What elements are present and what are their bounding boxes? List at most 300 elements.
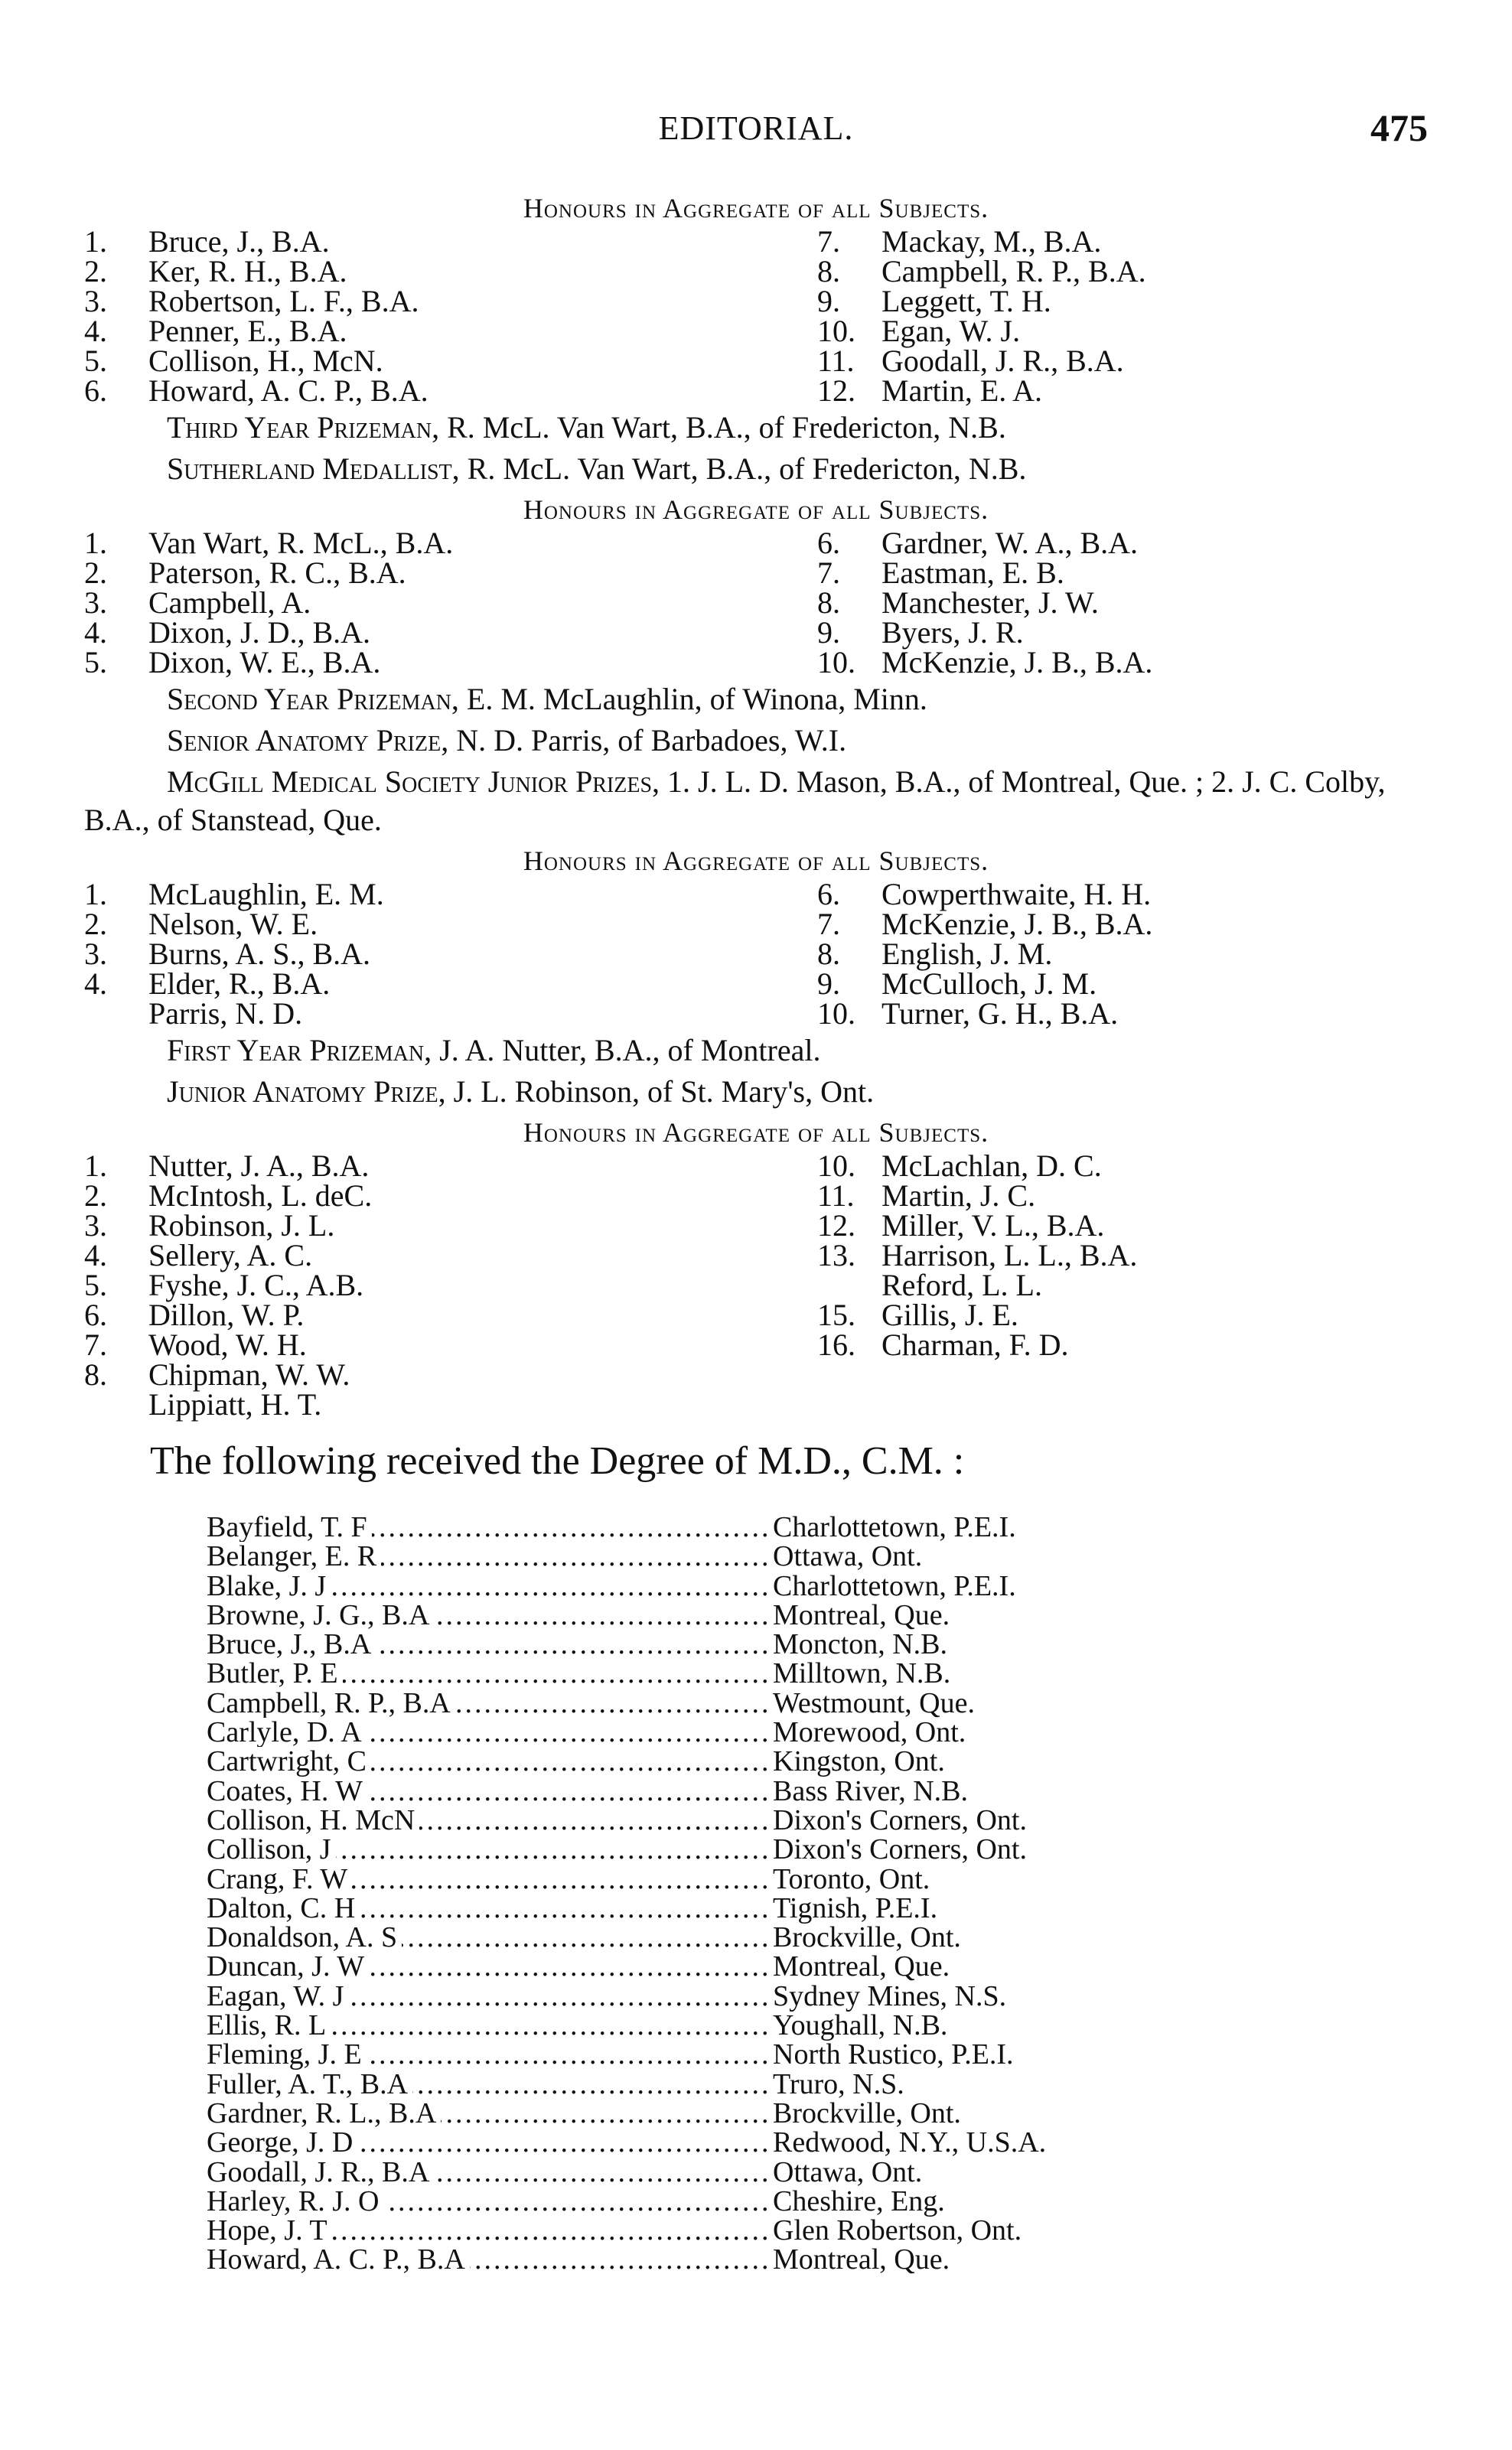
student-name: Dillon, W. P. (148, 1298, 305, 1332)
graduate-row (207, 1542, 1428, 1571)
graduate-name: Eagan, W. J (207, 1982, 348, 2011)
student-name: English, J. M. (881, 937, 1053, 971)
graduate-row (207, 1513, 1428, 1542)
graduate-hometown: Westmount, Que. (773, 1686, 975, 1719)
page-number: 475 (1370, 106, 1428, 149)
honours-entry (756, 966, 1428, 1001)
graduate-hometown: Brockville, Ont. (773, 2097, 961, 2129)
graduate-name: Hope, J. T (207, 2216, 332, 2245)
honours-row (84, 1330, 1428, 1360)
student-name: Gillis, J. E. (881, 1298, 1018, 1332)
student-name: Cowperthwaite, H. H. (881, 877, 1152, 911)
rank-number: 3. (84, 585, 107, 620)
honours-entry (756, 615, 1428, 650)
graduate-hometown: Charlottetown, P.E.I. (773, 1511, 1016, 1543)
student-name: Egan, W. J. (881, 314, 1021, 348)
rank-number: 6. (84, 373, 107, 408)
honours-entry (84, 966, 756, 1001)
honours-row (84, 879, 1428, 909)
student-name: Bruce, J., B.A. (148, 224, 330, 259)
honours-entry (756, 879, 1428, 909)
graduate-row (207, 2155, 1428, 2188)
rank-number: 7. (84, 1328, 107, 1362)
graduate-hometown: Montreal, Que. (773, 1950, 950, 1983)
graduate-name-leader (207, 1747, 773, 1776)
prize-winner: R. McL. Van Wart, B.A., of Fredericton, N.B. (439, 410, 1006, 445)
prize-notice (84, 722, 1428, 760)
graduate-name: Howard, A. C. P., B.A (207, 2245, 470, 2274)
graduate-name: Coates, H. W (207, 1777, 367, 1806)
honours-entry (84, 316, 756, 346)
rank-number: 3. (84, 1208, 107, 1243)
honours-row (84, 373, 1428, 408)
rank-number: 5. (84, 1268, 107, 1302)
honours-row (84, 346, 1428, 376)
section-heading: Honours in Aggregate of all Subjects. (523, 845, 989, 876)
honours-entry (84, 585, 756, 620)
honours-entry (84, 1330, 756, 1360)
student-name: Robinson, J. L. (148, 1208, 335, 1243)
running-head (0, 106, 1512, 155)
student-name: Eastman, E. B. (881, 555, 1064, 590)
graduate-name-leader (207, 1630, 773, 1659)
student-name: Ker, R. H., B.A. (148, 254, 347, 288)
graduate-name-leader (207, 2070, 773, 2099)
honours-entry (756, 1178, 1428, 1213)
graduate-name-leader (207, 1659, 773, 1688)
honours-entry (84, 346, 756, 376)
graduate-hometown: Charlottetown, P.E.I. (773, 1569, 1016, 1602)
graduate-name-leader (207, 2099, 773, 2128)
graduate-hometown: Toronto, Ont. (773, 1862, 930, 1895)
graduate-row (207, 1659, 1428, 1688)
graduate-row (207, 1979, 1428, 2012)
graduate-name-leader (207, 1777, 773, 1806)
rank-number: 10. (817, 1148, 855, 1183)
graduate-row (207, 1774, 1428, 1807)
section-heading: Honours in Aggregate of all Subjects. (523, 494, 989, 525)
honours-entry (84, 256, 756, 286)
graduate-name: Duncan, J. W (207, 1952, 369, 1981)
graduate-name: Browne, J. G., B.A (207, 1601, 434, 1630)
rank-number: 2. (84, 254, 107, 288)
honours-row (84, 585, 1428, 620)
graduate-name: Bayfield, T. F (207, 1513, 372, 1542)
prize-title: Third Year Prizeman, (167, 410, 440, 445)
student-name: Fyshe, J. C., A.B. (148, 1268, 364, 1302)
student-name: Reford, L. L. (881, 1268, 1042, 1302)
graduate-hometown: Brockville, Ont. (773, 1921, 961, 1954)
student-name: Campbell, R. P., B.A. (881, 254, 1146, 288)
graduate-row (207, 1835, 1428, 1864)
rank-number: 1. (84, 224, 107, 259)
rank-number: 8. (817, 937, 840, 971)
honours-row (84, 316, 1428, 346)
graduate-name-leader (207, 1513, 773, 1542)
honours-row (84, 256, 1428, 286)
honours-entry (756, 1300, 1428, 1330)
honours-entry (84, 1178, 756, 1213)
rank-number: 12. (817, 1208, 855, 1243)
student-name: Nelson, W. E. (148, 907, 318, 941)
honours-row (84, 1300, 1428, 1330)
prize-title: McGill Medical Society Junior Prizes, (167, 764, 660, 799)
student-name: Wood, W. H. (148, 1328, 307, 1362)
student-name: Martin, J. C. (881, 1178, 1036, 1213)
graduate-row (207, 1598, 1428, 1631)
honours-entry (756, 555, 1428, 590)
graduate-hometown: Bass River, N.B. (773, 1774, 968, 1807)
graduate-name: Crang, F. W (207, 1865, 352, 1894)
rank-number: 9. (817, 966, 840, 1001)
honours-entry (84, 373, 756, 408)
honours-row (84, 555, 1428, 590)
graduate-row (207, 2216, 1428, 2245)
prize-notice (84, 1073, 1428, 1111)
honours-entry (84, 996, 756, 1031)
honours-list (84, 226, 1428, 406)
honours-entry (756, 286, 1428, 316)
student-name: Sellery, A. C. (148, 1238, 313, 1272)
graduate-name: Collison, J (207, 1835, 336, 1864)
prize-title: Second Year Prizeman, (167, 682, 459, 716)
rank-number: 7. (817, 555, 840, 590)
student-name: McKenzie, J. B., B.A. (881, 645, 1153, 679)
honours-entry (84, 555, 756, 590)
student-name: Manchester, J. W. (881, 585, 1099, 620)
graduate-name-leader (207, 1894, 773, 1923)
rank-number: 4. (84, 615, 107, 650)
graduate-hometown: Sydney Mines, N.S. (773, 1979, 1007, 2012)
student-name: Miller, V. L., B.A. (881, 1208, 1105, 1243)
graduate-hometown: Milltown, N.B. (773, 1657, 951, 1690)
graduate-name: Collison, H. McN (207, 1806, 419, 1835)
degree-list (207, 1513, 1428, 2275)
graduate-row (207, 1923, 1428, 1952)
graduate-hometown: North Rustico, P.E.I. (773, 2038, 1014, 2071)
graduate-row (207, 2245, 1428, 2274)
graduate-name: George, J. D (207, 2128, 357, 2157)
honours-entry (756, 585, 1428, 620)
honours-list (84, 877, 1428, 1031)
rank-number (817, 1390, 881, 1419)
rank-number: 8. (817, 585, 840, 620)
graduate-name-leader (207, 2128, 773, 2157)
running-title: EDITORIAL. (658, 109, 854, 147)
honours-entry (756, 224, 1428, 259)
rank-number: 13. (817, 1238, 855, 1272)
graduate-name-leader (207, 1982, 773, 2011)
rank-number: 7. (817, 907, 840, 941)
rank-number: 10. (817, 314, 855, 348)
honours-entry (84, 1357, 756, 1392)
rank-number (84, 1390, 148, 1419)
honours-entry (756, 1390, 1428, 1419)
graduate-name: Harley, R. J. O (207, 2187, 384, 2216)
honours-entry (756, 939, 1428, 969)
rank-number: 11. (817, 1178, 855, 1213)
prize-winner: J. L. Robinson, of St. Mary's, Ont. (445, 1074, 875, 1109)
graduate-row (207, 2128, 1428, 2157)
honours-entry (756, 373, 1428, 408)
graduate-row (207, 1747, 1428, 1776)
graduate-hometown: Youghall, N.B. (773, 2009, 948, 2042)
graduate-row (207, 2099, 1428, 2128)
honours-row (84, 1357, 1428, 1392)
rank-number: 9. (817, 615, 840, 650)
student-name: Dixon, J. D., B.A. (148, 615, 371, 650)
honours-entry (84, 224, 756, 259)
student-name: Turner, G. H., B.A. (881, 996, 1119, 1031)
honours-row (84, 647, 1428, 677)
student-name: Van Wart, R. McL., B.A. (148, 526, 454, 560)
student-name: Mackay, M., B.A. (881, 224, 1102, 259)
student-name: Goodall, J. R., B.A. (881, 344, 1124, 378)
graduate-hometown: Tignish, P.E.I. (773, 1891, 938, 1924)
honours-entry (84, 1387, 756, 1422)
rank-number: 15. (817, 1298, 855, 1332)
graduate-row (207, 2067, 1428, 2100)
graduate-name: Donaldson, A. S (207, 1923, 402, 1952)
rank-number (84, 999, 148, 1028)
graduate-name-leader (207, 2011, 773, 2040)
student-name: Howard, A. C. P., B.A. (148, 373, 429, 408)
rank-number: 6. (817, 526, 840, 560)
graduate-row (207, 2011, 1428, 2040)
graduate-row (207, 1718, 1428, 1747)
honours-entry (84, 939, 756, 969)
student-name: Paterson, R. C., B.A. (148, 555, 406, 590)
student-name: Elder, R., B.A. (148, 966, 331, 1001)
graduate-name-leader (207, 1806, 773, 1835)
honours-entry (756, 1148, 1428, 1183)
graduate-name-leader (207, 2158, 773, 2187)
honours-row (84, 1178, 1428, 1213)
graduate-hometown: Dixon's Corners, Ont. (773, 1803, 1027, 1836)
student-name: Byers, J. R. (881, 615, 1024, 650)
honours-entry (84, 1270, 756, 1300)
honours-row (84, 286, 1428, 316)
graduate-name: Gardner, R. L., B.A (207, 2099, 441, 2128)
prize-notice (84, 680, 1428, 718)
rank-number: 6. (84, 1298, 107, 1332)
prize-notice (84, 763, 1428, 839)
rank-number: 3. (84, 284, 107, 318)
honours-entry (756, 1240, 1428, 1270)
section-heading: Honours in Aggregate of all Subjects. (523, 193, 989, 223)
graduate-name-leader (207, 1601, 773, 1630)
graduate-name-leader (207, 2245, 773, 2274)
graduate-name: Carlyle, D. A (207, 1718, 367, 1747)
prize-title: Sutherland Medallist, (167, 451, 460, 486)
honours-list (84, 1148, 1428, 1422)
honours-entry (84, 528, 756, 558)
honours-row (84, 996, 1428, 1031)
rank-number: 8. (84, 1357, 107, 1392)
graduate-name: Blake, J. J (207, 1572, 331, 1601)
prize-notice (84, 409, 1428, 447)
graduate-row (207, 1686, 1428, 1719)
student-name: McKenzie, J. B., B.A. (881, 907, 1153, 941)
graduate-row (207, 1569, 1428, 1602)
student-name: Burns, A. S., B.A. (148, 937, 371, 971)
graduate-hometown: Kingston, Ont. (773, 1745, 945, 1778)
graduate-name-leader (207, 1542, 773, 1571)
graduate-name: Ellis, R. L (207, 2011, 331, 2040)
student-name: Parris, N. D. (148, 996, 303, 1031)
section-heading: Honours in Aggregate of all Subjects. (523, 1117, 989, 1148)
student-name: Gardner, W. A., B.A. (881, 526, 1139, 560)
honours-row (84, 1387, 1428, 1422)
graduate-hometown: Montreal, Que. (773, 1598, 950, 1631)
honours-entry (756, 1330, 1428, 1360)
student-name: McLachlan, D. C. (881, 1148, 1102, 1183)
prize-notice (84, 450, 1428, 488)
prize-winner: R. McL. Van Wart, B.A., of Fredericton, N.B. (459, 451, 1027, 486)
rank-number: 1. (84, 526, 107, 560)
student-name: Robertson, L. F., B.A. (148, 284, 419, 318)
rank-number: 6. (817, 877, 840, 911)
graduate-name-leader (207, 1865, 773, 1894)
honours-row (84, 1148, 1428, 1183)
honours-list (84, 528, 1428, 677)
rank-number: 2. (84, 1178, 107, 1213)
graduate-name: Cartwright, C (207, 1747, 371, 1776)
graduate-name-leader (207, 1572, 773, 1601)
honours-entry (756, 909, 1428, 939)
honours-entry (84, 1300, 756, 1330)
student-name: Nutter, J. A., B.A. (148, 1148, 370, 1183)
rank-number: 11. (817, 344, 855, 378)
honours-entry (756, 1208, 1428, 1243)
rank-number: 2. (84, 555, 107, 590)
honours-entry (756, 1270, 1428, 1300)
graduate-row (207, 2184, 1428, 2217)
student-name: Harrison, L. L., B.A. (881, 1238, 1138, 1272)
rank-number (817, 1360, 881, 1390)
honours-entry (84, 879, 756, 909)
graduate-name: Bruce, J., B.A (207, 1630, 376, 1659)
prize-winner: 1. J. L. D. Mason, B.A., of Montreal, Que. ; 2. J. C. Colby, B.A., of Stanstead, Que. (84, 764, 1386, 837)
rank-number (817, 1270, 881, 1300)
student-name: Dixon, W. E., B.A. (148, 645, 381, 679)
graduate-hometown: Truro, N.S. (773, 2067, 904, 2100)
prize-title: First Year Prizeman, (167, 1033, 432, 1067)
graduate-name: Belanger, E. R (207, 1542, 381, 1571)
honours-entry (756, 528, 1428, 558)
rank-number: 4. (84, 314, 107, 348)
graduate-hometown: Glen Robertson, Ont. (773, 2214, 1022, 2247)
graduate-name-leader (207, 2216, 773, 2245)
rank-number: 10. (817, 996, 855, 1031)
honours-entry (84, 1240, 756, 1270)
graduate-name: Campbell, R. P., B.A (207, 1689, 455, 1718)
rank-number: 1. (84, 877, 107, 911)
student-name: Penner, E., B.A. (148, 314, 347, 348)
rank-number: 5. (84, 344, 107, 378)
graduate-row (207, 2040, 1428, 2069)
prize-title: Senior Anatomy Prize, (167, 723, 449, 757)
student-name: Martin, E. A. (881, 373, 1042, 408)
honours-entry (84, 909, 756, 939)
rank-number: 5. (84, 645, 107, 679)
rank-number: 3. (84, 937, 107, 971)
graduate-name: Dalton, C. H (207, 1894, 360, 1923)
graduate-name-leader (207, 1689, 773, 1718)
rank-number: 4. (84, 966, 107, 1001)
student-name: McIntosh, L. deC. (148, 1178, 373, 1213)
honours-row (84, 1208, 1428, 1243)
honours-row (84, 615, 1428, 650)
graduate-name: Fleming, J. E (207, 2040, 367, 2069)
student-name: Chipman, W. W. (148, 1357, 350, 1392)
honours-row (84, 224, 1428, 259)
student-name: Leggett, T. H. (881, 284, 1051, 318)
honours-row (84, 1270, 1428, 1300)
rank-number: 4. (84, 1238, 107, 1272)
graduate-hometown: Morewood, Ont. (773, 1716, 966, 1749)
graduate-row (207, 1952, 1428, 1981)
graduate-name: Fuller, A. T., B.A (207, 2070, 412, 2099)
graduate-row (207, 1891, 1428, 1924)
prize-title: Junior Anatomy Prize, (167, 1074, 446, 1109)
graduate-row (207, 1630, 1428, 1659)
graduate-name-leader (207, 1952, 773, 1981)
graduate-hometown: Moncton, N.B. (773, 1628, 947, 1661)
student-name: Campbell, A. (148, 585, 311, 620)
graduate-hometown: Redwood, N.Y., U.S.A. (773, 2126, 1047, 2159)
graduate-hometown: Cheshire, Eng. (773, 2184, 945, 2217)
honours-entry (756, 256, 1428, 286)
student-name: Charman, F. D. (881, 1328, 1069, 1362)
article-body (84, 190, 1428, 2275)
student-name: Lippiatt, H. T. (148, 1387, 322, 1422)
student-name: McLaughlin, E. M. (148, 877, 384, 911)
prize-notice (84, 1031, 1428, 1070)
rank-number: 12. (817, 373, 855, 408)
graduate-name-leader (207, 1923, 773, 1952)
honours-row (84, 939, 1428, 969)
degree-heading: The following received the Degree of M.D., C.M. : (150, 1439, 965, 1483)
honours-entry (756, 996, 1428, 1031)
honours-row (84, 1240, 1428, 1270)
graduate-hometown: Montreal, Que. (773, 2243, 950, 2276)
rank-number: 2. (84, 907, 107, 941)
rank-number: 8. (817, 254, 840, 288)
graduate-hometown: Dixon's Corners, Ont. (773, 1833, 1027, 1866)
graduate-hometown: Ottawa, Ont. (773, 2155, 923, 2188)
rank-number: 10. (817, 645, 855, 679)
honours-entry (756, 316, 1428, 346)
graduate-name-leader (207, 1718, 773, 1747)
graduate-row (207, 1803, 1428, 1836)
honours-entry (84, 1208, 756, 1243)
honours-entry (84, 1148, 756, 1183)
graduate-row (207, 1862, 1428, 1895)
honours-entry (756, 647, 1428, 677)
graduate-name-leader (207, 1835, 773, 1864)
rank-number: 16. (817, 1328, 855, 1362)
rank-number: 9. (817, 284, 840, 318)
rank-number: 7. (817, 224, 840, 259)
honours-row (84, 966, 1428, 1001)
honours-entry (756, 1360, 1428, 1390)
graduate-name-leader (207, 2040, 773, 2069)
honours-row (84, 528, 1428, 558)
graduate-hometown: Ottawa, Ont. (773, 1540, 923, 1573)
student-name: Collison, H., McN. (148, 344, 383, 378)
honours-entry (756, 346, 1428, 376)
